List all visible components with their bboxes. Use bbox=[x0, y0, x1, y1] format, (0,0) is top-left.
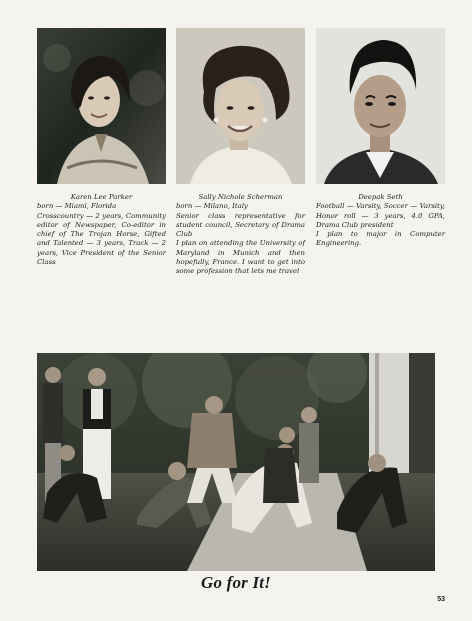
student-bio-deepak bbox=[316, 193, 445, 249]
bio-line: I plan to major in Computer Engineering. bbox=[316, 230, 445, 248]
photo-caption: Go for It! bbox=[200, 573, 271, 592]
portrait-photo-deepak bbox=[316, 28, 445, 184]
student-bio-sally bbox=[176, 193, 305, 277]
page-number: 53 bbox=[437, 596, 445, 603]
group-photo-football-stance bbox=[37, 353, 435, 571]
bio-line: Crosscountry — 2 years, Community editor of Newspaper, Co-editor in chief of The Trojan Horse, Gifted and Talented — 3 years, Track — 2 years, Vice President of the Senior Class bbox=[37, 211, 166, 267]
student-name: Deepak Seth bbox=[358, 193, 403, 201]
bio-line: I plan on attending the University of Maryland in Munich and then hopefully, France. I want to get into some profession that lets me travel bbox=[176, 239, 305, 276]
student-name: Sally Nichole Scherman bbox=[198, 193, 283, 201]
portrait-photo-karen bbox=[37, 28, 166, 184]
student-bio-karen bbox=[37, 193, 166, 267]
portrait-photo-sally bbox=[176, 28, 305, 184]
student-name: Karen Lee Parker bbox=[70, 193, 133, 201]
bio-line: Senior class representative for student council, Secretary of Drama Club bbox=[176, 211, 305, 239]
bio-line: born — Milano, Italy bbox=[176, 202, 248, 211]
bio-line: born — Miami, Florida bbox=[37, 202, 117, 211]
bio-line: Football — Varsity, Soccer — Varsity, Honor roll — 3 years, 4.0 GPA, Drama Club president bbox=[316, 202, 445, 229]
